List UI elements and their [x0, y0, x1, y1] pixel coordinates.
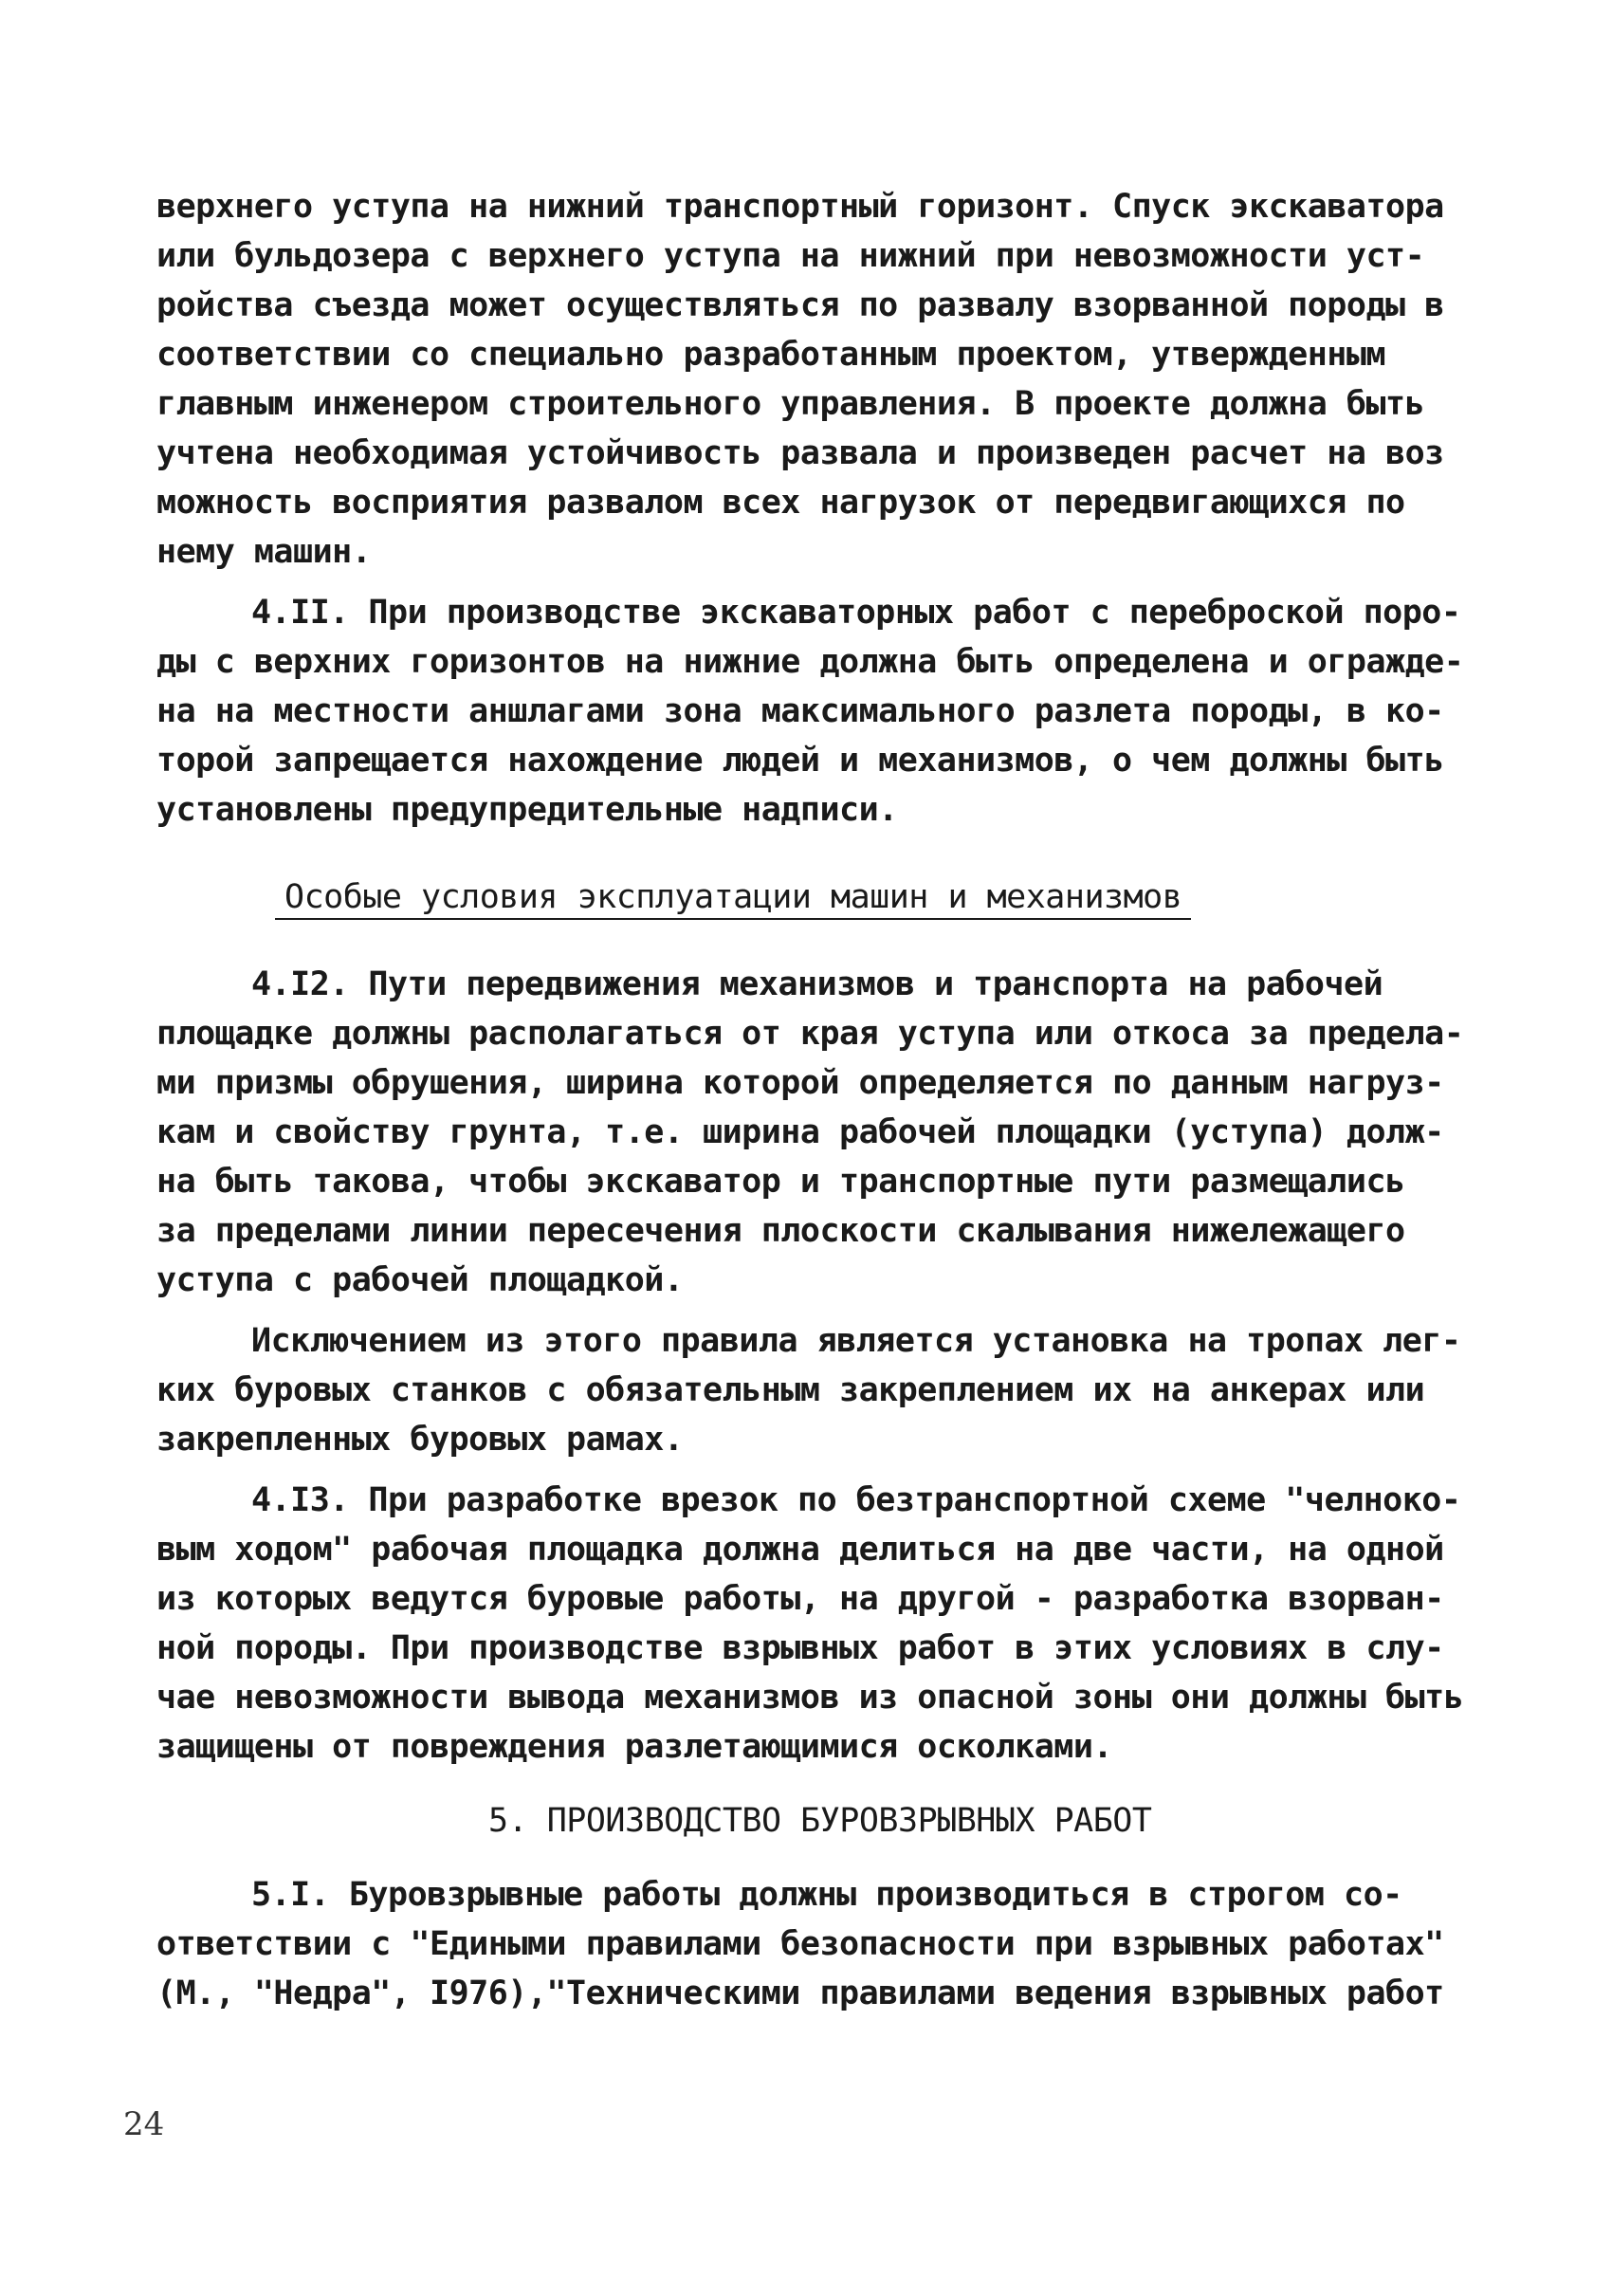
text-line: ми призмы обрушения, ширина которой определяется по данным нагруз- [156, 1064, 1444, 1102]
text-line: вым ходом" рабочая площадка должна делиться на две части, на одной [156, 1531, 1444, 1569]
text-line: торой запрещается нахождение людей и механизмов, о чем должны быть [156, 742, 1444, 780]
text-line: 5.I. Буровзрывные работы должны производиться в строгом со- [251, 1876, 1402, 1914]
text-line: ответствии с "Едиными правилами безопасности при взрывных работах" [156, 1925, 1444, 1963]
page-number: 24 [123, 2105, 165, 2143]
text-line: площадке должны располагаться от края уступа или откоса за предела- [156, 1015, 1464, 1053]
text-line: чае невозможности вывода механизмов из опасной зоны они должны быть [156, 1679, 1464, 1717]
text-line: нему машин. [156, 533, 372, 571]
text-line: соответствии со специально разработанным проектом, утвержденным [156, 336, 1386, 374]
text-line: на на местности аншлагами зона максимального разлета породы, в ко- [156, 692, 1444, 730]
text-line: (М., "Недра", I976),"Техническими правилами ведения взрывных работ [156, 1975, 1444, 2012]
text-line: Исключением из этого правила является установка на тропах лег- [251, 1322, 1461, 1360]
text-line: за пределами линии пересечения плоскости скалывания нижележащего [156, 1212, 1405, 1250]
text-line: закрепленных буровых рамах. [156, 1421, 684, 1459]
paragraph-exception [156, 1316, 1461, 1464]
document-page [156, 182, 1464, 2018]
text-line: ды с верхних горизонтов на нижние должна быть определена и огражде- [156, 643, 1464, 681]
paragraph-4-11 [156, 588, 1464, 835]
text-line: из которых ведутся буровые работы, на другой - разработка взорван- [156, 1580, 1444, 1618]
text-line: кам и свойству грунта, т.е. ширина рабочей площадки (уступа) долж- [156, 1113, 1444, 1151]
section-heading [275, 872, 1456, 922]
text-line: на быть такова, чтобы экскаватор и транспортные пути размещались [156, 1163, 1405, 1201]
text-line: верхнего уступа на нижний транспортный горизонт. Спуск экскаватора [156, 188, 1444, 226]
paragraph-continuation [156, 182, 1456, 577]
paragraph-4-13 [156, 1476, 1464, 1772]
text-line: ной породы. При производстве взрывных работ в этих условиях в слу- [156, 1629, 1444, 1667]
section-heading-text: Особые условия эксплуатации машин и механизмов [275, 878, 1191, 920]
text-line: 4.II. При производстве экскаваторных работ с переброской поро- [251, 594, 1461, 632]
text-line: учтена необходимая устойчивость развала и произведен расчет на воз [156, 434, 1444, 472]
text-line: главным инженером строительного управления. В проекте должна быть [156, 385, 1425, 423]
text-line: ких буровых станков с обязательным закреплением их на анкерах или [156, 1371, 1425, 1409]
paragraph-4-12 [156, 960, 1464, 1305]
text-line: можность восприятия развалом всех нагрузок от передвигающихся по [156, 484, 1405, 522]
text-line: уступа с рабочей площадкой. [156, 1261, 684, 1299]
text-line: 4.I2. Пути передвижения механизмов и транспорта на рабочей [251, 965, 1383, 1003]
text-line: защищены от повреждения разлетающимися осколками. [156, 1728, 1113, 1766]
paragraph-5-1 [156, 1870, 1456, 2018]
text-line: установлены предупредительные надписи. [156, 791, 898, 829]
text-line: ройства съезда может осуществляться по развалу взорванной породы в [156, 286, 1444, 324]
text-line: 4.I3. При разработке врезок по безтранспортной схеме "челноко- [251, 1481, 1461, 1519]
text-line: или бульдозера с верхнего уступа на нижний при невозможности уст- [156, 237, 1425, 275]
chapter-heading: 5. ПРОИЗВОДСТВО БУРОВЗРЫВНЫХ РАБОТ [488, 1802, 1152, 1840]
